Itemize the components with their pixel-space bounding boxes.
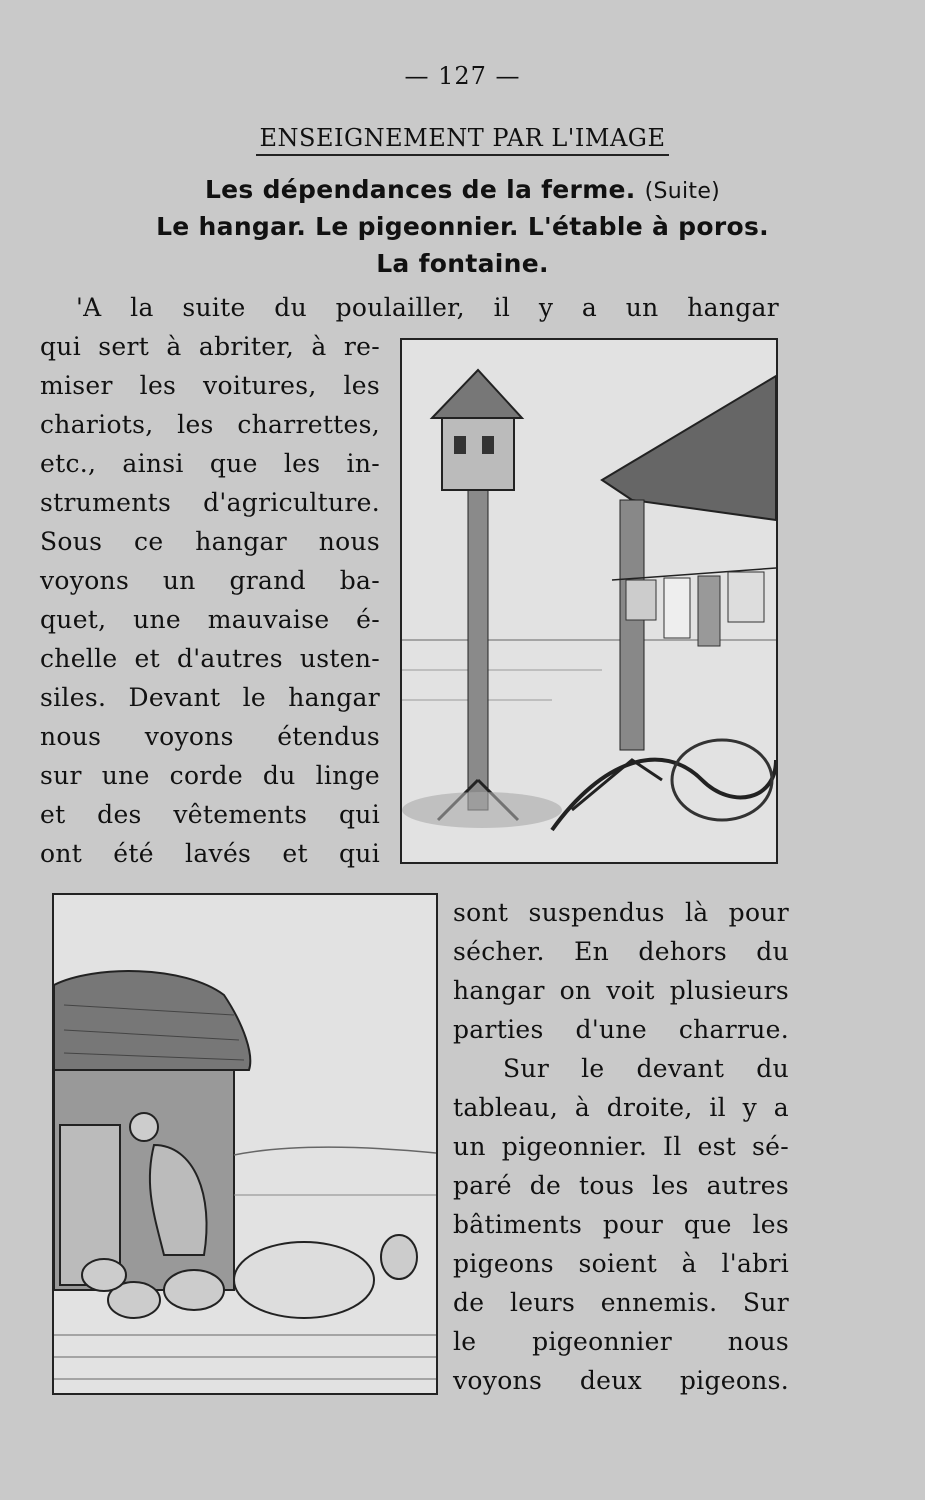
section-title-text: ENSEIGNEMENT PAR L'IMAGE [256,124,670,156]
paragraph-1-first-line: 'A la suite du poulailler, il y a un hangar [76,293,779,322]
hangar-pigeonnier-illustration [402,340,776,862]
text-line: voyons deux pigeons. [453,1366,789,1395]
text-line: et des vêtements qui [40,800,380,829]
text-line: miser les voitures, les [40,371,380,400]
page-number: — 127 — [404,62,521,90]
text-line: ont été lavés et qui [40,839,380,868]
text-line: le pigeonnier nous [453,1327,789,1356]
text-line: hangar on voit plusieurs [453,976,789,1005]
text-line: voyons un grand ba- [40,566,380,595]
text-line: un pigeonnier. Il est sé- [453,1132,789,1161]
text-line: sont suspendus là pour [453,898,789,927]
text-line: chariots, les charrettes, [40,410,380,439]
text-line: qui sert à abriter, à re- [40,332,380,361]
subtitle-suite: (Suite) [644,179,721,204]
text-line: siles. Devant le hangar [40,683,380,712]
text-line: nous voyons étendus [40,722,380,751]
paragraph-2-first-line: Sur le devant du [503,1054,789,1083]
text-line: etc., ainsi que les in- [40,449,380,478]
text-line: pigeons soient à l'abri [453,1249,789,1278]
text-line: Sous ce hangar nous [40,527,380,556]
text-line: bâtiments pour que les [453,1210,789,1239]
figure-hangar-pigeonnier [400,338,778,864]
text-line: sécher. En dehors du [453,937,789,966]
text-line: tableau, à droite, il y a [453,1093,789,1122]
text-line: paré de tous les autres [453,1171,789,1200]
text-line: de leurs ennemis. Sur [453,1288,789,1317]
subtitle-line-3: La fontaine. [376,249,549,278]
subtitle-line-1 [0,175,925,204]
section-title [0,124,925,152]
text-line: parties d'une charrue. [453,1015,789,1044]
text-line: quet, une mauvaise é- [40,605,380,634]
figure-pigsty [52,893,438,1395]
subtitle-main: Les dépendances de la ferme. [204,175,636,204]
subtitle-line-2: Le hangar. Le pigeonnier. L'étable à poros. [156,212,769,241]
text-line: sur une corde du linge [40,761,380,790]
pigsty-illustration [54,895,436,1393]
text-line: struments d'agriculture. [40,488,380,517]
text-line: chelle et d'autres usten- [40,644,380,673]
